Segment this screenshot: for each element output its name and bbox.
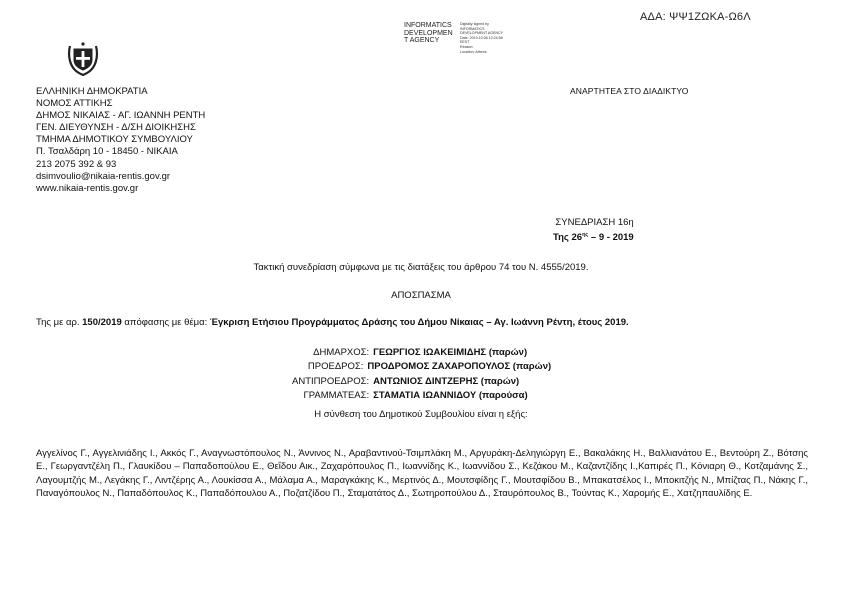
officer-name: ΓΕΩΡΓΙΟΣ ΙΩΑΚΕΙΜΙΔΗΣ (παρών)	[373, 347, 528, 358]
signature-meta-line: Date: 2019.10.08 12:24:58	[460, 35, 503, 40]
date-suffix: – 9 - 2019	[588, 232, 634, 244]
session-description: Τακτική συνεδρίαση σύμφωνα με τις διατάξεις του άρθρου 74 του Ν. 4555/2019.	[253, 262, 589, 273]
date-prefix: Της 26	[553, 232, 583, 244]
decision-line	[36, 317, 629, 328]
decision-prefix: Της με αρ.	[36, 317, 83, 328]
signature-meta-line: DEVELOPMENT AGENCY	[460, 31, 504, 36]
council-composition-intro: Η σύνθεση του Δημοτικού Συμβουλίου είναι η εξής:	[314, 409, 528, 420]
officer-row	[292, 375, 551, 389]
officer-row	[292, 346, 551, 360]
org-line: ΔΗΜΟΣ ΝΙΚΑΙΑΣ - ΑΓ. ΙΩΑΝΝΗ ΡΕΝΤΗ	[36, 110, 206, 122]
document-title: ΑΠΟΣΠΑΣΜΑ	[391, 290, 451, 301]
signature-meta-line: EEST	[460, 40, 470, 45]
officer-role: ΔΗΜΑΡΧΟΣ:	[313, 347, 370, 358]
org-line: ΕΛΛΗΝΙΚΗ ΔΗΜΟΚΡΑΤΙΑ	[36, 86, 148, 97]
digital-signature-details	[460, 22, 503, 54]
officer-role: ΓΡΑΜΜΑΤΕΑΣ:	[303, 389, 370, 401]
signature-meta-line: Reason:	[460, 44, 474, 49]
signature-meta-line: Digitally signed by	[460, 22, 489, 26]
decision-subject: Έγκριση Ετήσιου Προγράμματος Δράσης του Δήμου Νίκαιας – Αγ. Ιωάννη Ρέντη, έτους 2019.	[209, 317, 629, 328]
signature-meta-line: INFORMATICS	[460, 26, 485, 31]
digital-signature-name	[404, 22, 453, 45]
post-online-notice: ΑΝΑΡΤΗΤΕΑ ΣΤΟ ΔΙΑΔΙΚΤΥΟ	[570, 86, 689, 96]
session-number: ΣΥΝΕΔΡΙΑΣΗ 16η	[555, 217, 634, 228]
org-line: ΤΜΗΜΑ ΔΗΜΟΤΙΚΟΥ ΣΥΜΒΟΥΛΙΟΥ	[36, 134, 193, 146]
email-link[interactable]: dsimvoulio@nikaia-rentis.gov.gr	[36, 170, 171, 182]
signer-line: T AGENCY	[404, 37, 440, 44]
officer-role: ΑΝΤΙΠΡΟΕΔΡΟΣ:	[292, 375, 370, 387]
officer-row	[292, 389, 551, 403]
meeting-date	[553, 229, 634, 245]
signature-meta-line: Location: Athens	[460, 49, 487, 54]
council-members: Αγγελίνος Γ., Αγγελινιάδης Ι., Ακκός Γ., Αναγνωστόπουλος Ν., Άννινος Ν., Αραβαντινού-Τσιμπλάκη Μ., Αργυράκη-Δεληγιώργη Ε., Βακαλάκης Η., Βαλλιανάτου Ε., Βεντούρη Ζ., Βότσης Ε., Γεωργαντζέλη Π., Γλαυκίδου – Παπαδοπούλου Ε., Θεΐδου Αικ., Ζαχαρόπουλος Π., Ιωαννίδης Κ., Ιωαννίδου Σ., Κεζάκου Μ., Καζαντζίδης Ι.,Καπιρές Π., Κόνιαρη Θ., Κοτζαμάνης Σ., Λαγουμτζής Μ., Λεγάκης Γ., Λιντζέρης Α., Λουκίσσα Α., Μάλαμα Α., Μαραγκάκης Κ., Μερτινός Δ., Μουτσφίδης Γ., Μουτσφίδου Β., Μπακατσέλος Ι., Μποκιτζής Ν., Μπίζτας Π., Νάκης Γ., Παναγόπουλος Ν., Παπαδόπουλος Κ., Παπαδόπουλου Α., Ποζατζίδου Π., Σταματάτος Δ., Σωτηροπούλου Δ., Σταυρόπουλος Β., Τούντας Κ., Χαρομής Ε., Χατζηπαυλίδης Ε.	[36, 448, 808, 499]
website-link[interactable]: www.nikaia-rentis.gov.gr	[36, 182, 139, 194]
officers-list	[292, 346, 551, 403]
officer-name: ΑΝΤΩΝΙΟΣ ΔΙΝΤΖΕΡΗΣ (παρών)	[373, 375, 520, 387]
meeting-info	[553, 216, 634, 245]
decision-number: 150/2019	[82, 317, 122, 328]
officer-name: ΠΡΟΔΡΟΜΟΣ ΖΑΧΑΡΟΠΟΥΛΟΣ (παρών)	[367, 361, 552, 373]
decision-middle: απόφασης με θέμα:	[121, 317, 210, 328]
org-line: ΓΕΝ. ΔΙΕΥΘΥΝΣΗ - Δ/ΣΗ ΔΙΟΙΚΗΣΗΣ	[36, 122, 196, 134]
issuer-header	[36, 86, 205, 195]
org-line: ΝΟΜΟΣ ΑΤΤΙΚΗΣ	[36, 98, 113, 110]
signer-line: INFORMATICS	[404, 22, 452, 29]
officer-name: ΣΤΑΜΑΤΙΑ ΙΩΑΝΝΙΔΟΥ (παρούσα)	[373, 389, 528, 401]
ada-code: ΑΔΑ: ΨΨ1ΖΩΚΑ-Ω6Λ	[640, 11, 751, 23]
coat-of-arms-icon	[66, 40, 100, 76]
org-line: Π. Τσαλδάρη 10 - 18450 - ΝΙΚΑΙΑ	[36, 146, 178, 158]
signer-line: DEVELOPMEN	[404, 29, 453, 37]
officer-row	[292, 360, 551, 374]
date-ordinal: ης	[582, 232, 589, 239]
officer-role: ΠΡΟΕΔΡΟΣ:	[307, 361, 364, 373]
org-line: 213 2075 392 & 93	[36, 158, 117, 170]
